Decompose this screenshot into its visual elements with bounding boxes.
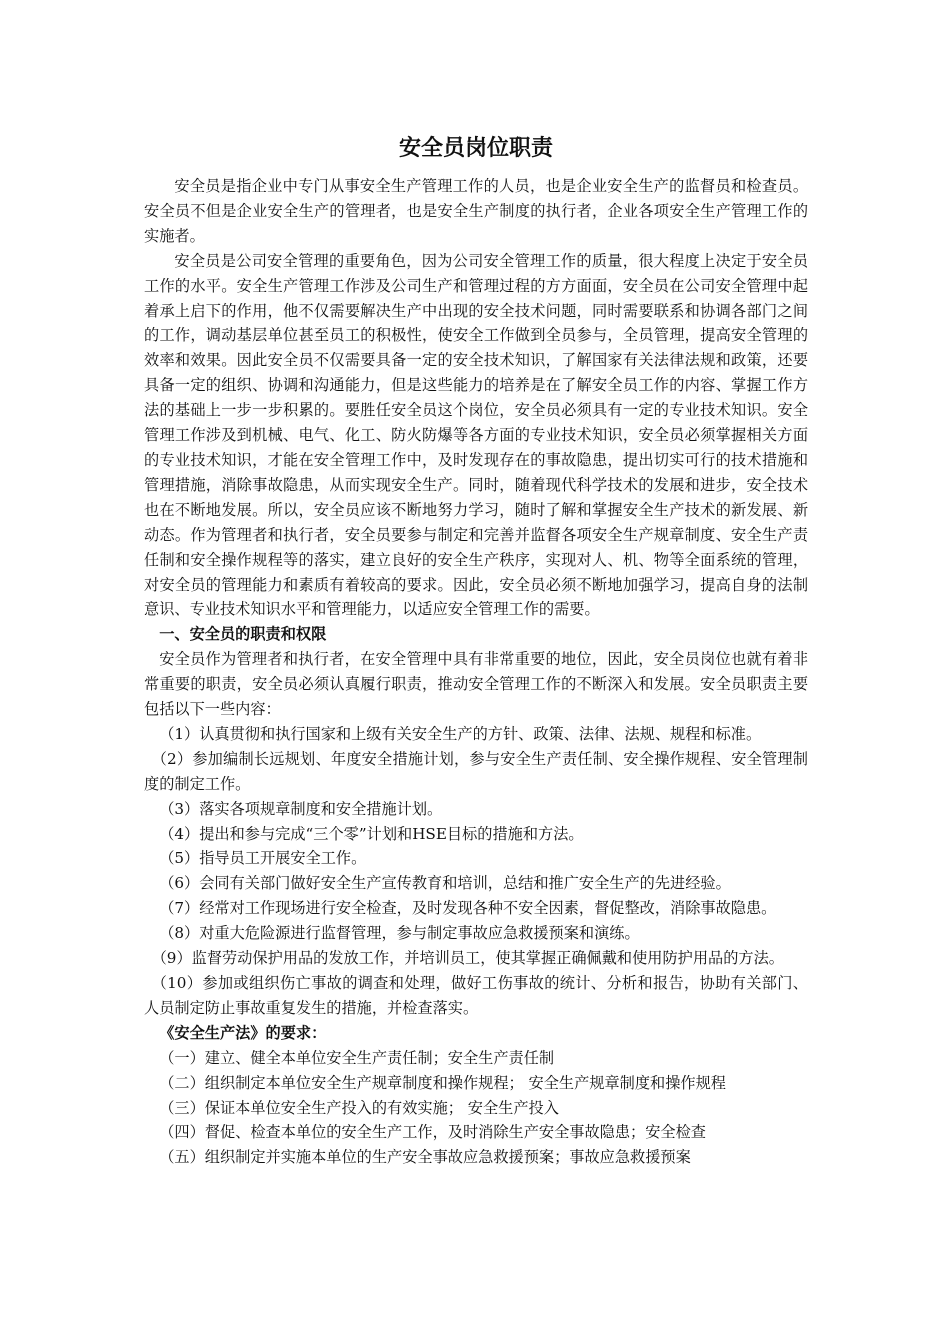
section-heading-duties: 一、安全员的职责和权限	[159, 625, 327, 644]
duty-item-6: （6）会同有关部门做好安全生产宣传教育和培训，总结和推广安全生产的先进经验。	[159, 874, 731, 893]
page-title: 安全员岗位职责	[398, 136, 553, 161]
duty-item-4: （4）提出和参与完成“三个零”计划和HSE目标的措施和方法。	[159, 824, 584, 843]
intro-paragraph-1: 安全员是指企业中专门从事安全生产管理工作的人员，也是企业安全生产的监督员和检查员。安全员不但是企业安全生产的管理者，也是安全生产制度的执行者，企业各项安全生产管理工作的实施者。	[144, 177, 808, 245]
law-item-3: （三）保证本单位安全生产投入的有效实施； 安全生产投入	[159, 1098, 559, 1117]
duty-item-7: （7）经常对工作现场进行安全检查，及时发现各种不安全因素，督促整改，消除事故隐患。	[159, 899, 777, 918]
duty-item-1: （1）认真贯彻和执行国家和上级有关安全生产的方针、政策、法律、法规、规程和标准。	[159, 724, 762, 743]
duty-item-3: （3）落实各项规章制度和安全措施计划。	[159, 799, 443, 818]
section-intro-paragraph: 安全员作为管理者和执行者，在安全管理中具有非常重要的地位，因此，安全员岗位也就有着非常重要的职责，安全员必须认真履行职责，推动安全管理工作的不断深入和发展。安全员职责主要包括以下一些内容：	[144, 650, 808, 719]
section-heading-law: 《安全生产法》的要求：	[159, 1023, 327, 1042]
intro-paragraph-2: 安全员是公司安全管理的重要角色，因为公司安全管理工作的质量，很大程度上决定于安全员工作的水平。安全生产管理工作涉及公司生产和管理过程的方方面面，安全员在公司安全管理中起着承上启下的作用，他不仅需要解决生产中出现的安全技术问题，同时需要联系和协调各部门之间的工作，调动基层单位甚至员工的积极性，使安全工作做到全员参与，全员管理，提高安全管理的效率和效果。因此安全员不仅需要具备一定的安全技术知识，了解国家有关法律法规和政策，还要具备一定的组织、协调和沟通能力，但是这些能力的培养是在了解安全员工作的内容、掌握工作方法的基础上一步一步积累的。要胜任安全员这个岗位，安全员必须具有一定的专业技术知识。安全管理工作涉及到机械、电气、化工、防火防爆等各方面的专业技术知识，安全员必须掌握相关方面的专业技术知识，才能在安全管理工作中，及时发现存在的事故隐患，提出切实可行的技术措施和管理措施，消除事故隐患，从而实现安全生产。同时，随着现代科学技术的发展和进步，安全技术也在不断地发展。所以，安全员应该不断地努力学习，随时了解和掌握安全生产技术的新发展、新动态。作为管理者和执行者，安全员要参与制定和完善并监督各项安全生产规章制度、安全生产责任制和安全操作规程等的落实，建立良好的安全生产秩序，实现对人、机、物等全面系统的管理，对安全员的管理能力和素质有着较高的要求。因此，安全员必须不断地加强学习，提高自身的法制意识、专业技术知识水平和管理能力，以适应安全管理工作的需要。	[144, 251, 808, 619]
duty-item-10: （10）参加或组织伤亡事故的调查和处理，做好工伤事故的统计、分析和报告，协助有关部门、人员制定防止事故重复发生的措施，并检查落实。	[144, 974, 808, 1017]
law-item-4: （四）督促、检查本单位的安全生产工作，及时消除生产安全事故隐患；安全检查	[159, 1123, 706, 1142]
law-item-5: （五）组织制定并实施本单位的生产安全事故应急救援预案；事故应急救援预案	[159, 1148, 691, 1167]
document-page	[144, 128, 808, 1170]
law-item-1: （一）建立、健全本单位安全生产责任制；安全生产责任制	[159, 1048, 555, 1067]
duty-item-2: （2）参加编制长远规划、年度安全措施计划，参与安全生产责任制、安全操作规程、安全管理制度的制定工作。	[144, 749, 808, 793]
duty-item-8: （8）对重大危险源进行监督管理，参与制定事故应急救援预案和演练。	[159, 924, 640, 943]
duty-item-9: （9）监督劳动保护用品的发放工作，并培训员工，使其掌握正确佩戴和使用防护用品的方法。	[151, 949, 784, 968]
duty-item-5: （5）指导员工开展安全工作。	[159, 849, 367, 868]
law-item-2: （二）组织制定本单位安全生产规章制度和操作规程； 安全生产规章制度和操作规程	[159, 1073, 726, 1092]
